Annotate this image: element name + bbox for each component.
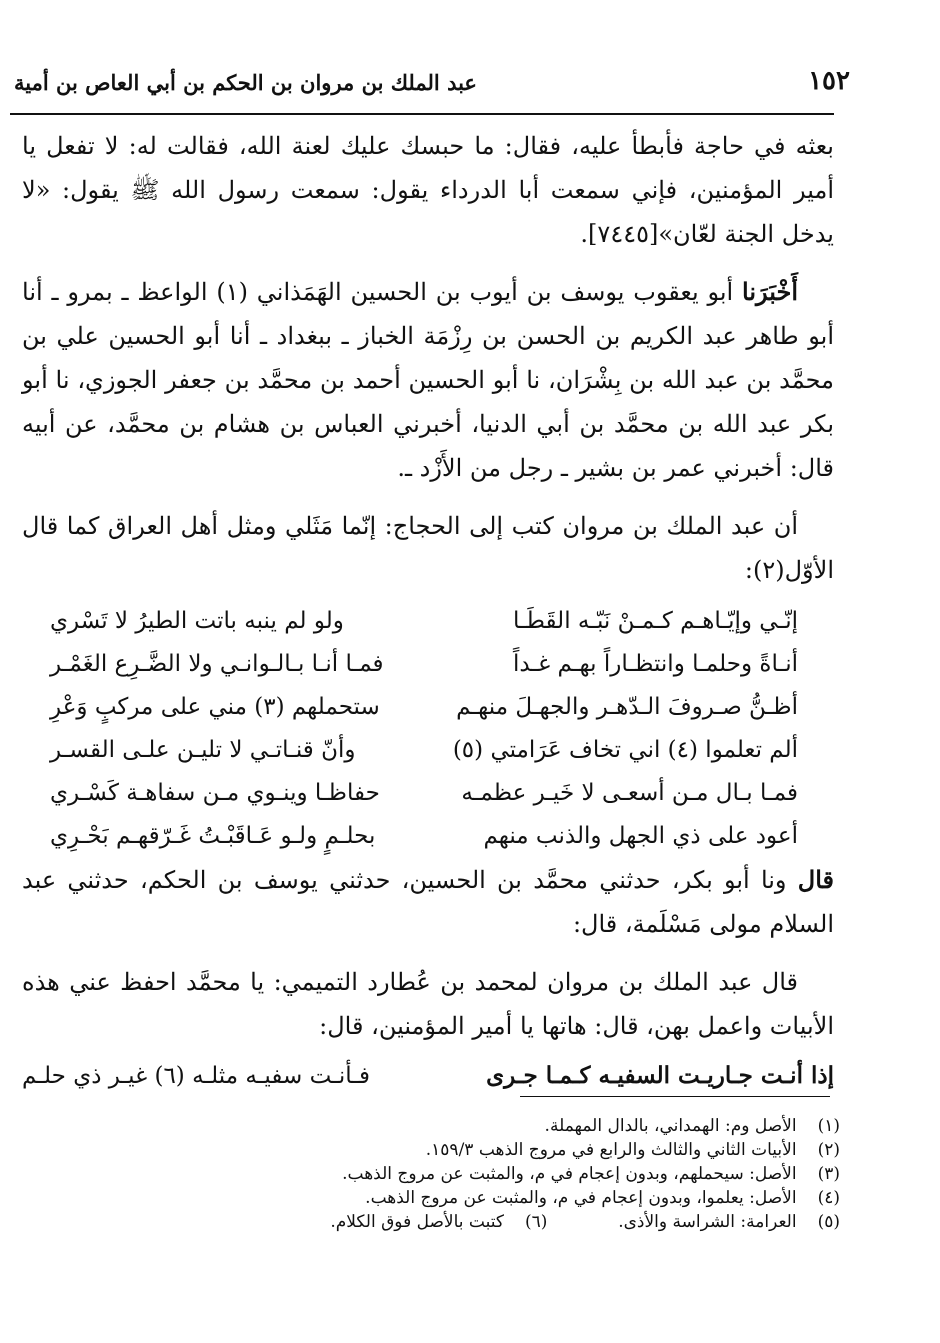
poem-hemistich-first: أعود على ذي الجهل والذنب منهم [483, 823, 798, 849]
poem-couplet [22, 772, 834, 815]
paragraph-4 [22, 858, 834, 946]
paragraph-4-lead: قال [797, 865, 834, 894]
footnote [80, 1162, 840, 1186]
final-hemistich-second: فـأنـت سفيـه مثلـه (٦) غيـر ذي حلـم [22, 1063, 371, 1089]
poem-hemistich-first: فمـا بـال مـن أسعـى لا خَيـر عظمـه [461, 780, 798, 806]
poem-couplet [22, 600, 834, 643]
footnote-text: الأبيات الثاني والثالث والرابع في مروج الذهب ١٥٩/٣. [425, 1140, 797, 1160]
paragraph-2-lead: أَخْبَرَنا [742, 277, 799, 306]
footnote-text: الأصل وم: الهمداني، بالدال المهملة. [544, 1116, 797, 1136]
paragraph-2-text: أبو يعقوب يوسف بن أيوب بن الحسين الهَمَذاني (١) الواعظ ـ بمرو ـ أنا أبو طاهر عبد الكريم بن الحسن بن رِزْمَة الخباز ـ ببغداد ـ أنا أبو الحسين علي بن محمَّد بن عبد الله بن بِشْرَان، نا أبو الحسين أحمد بن محمَّد بن جعفر الجوزي، نا أبو بكر عبد الله بن محمَّد بن أبي الدنيا، أخبرني العباس بن هشام بن محمَّد، عن أبيه قال: أخبرني عمر بن بشير ـ رجل من الأَزْد ـ. [22, 278, 834, 482]
poem-hemistich-second: ولو لم ينبه باتت الطيرُ لا تَسْري [50, 608, 344, 634]
final-hemistich-first: إذا أنـت جـاريـت السفيـه كـمـا جـرى [486, 1062, 834, 1089]
footnote-text: الأصل: سيحملهم، وبدون إعجام في م، والمثبت عن مروج الذهب. [342, 1164, 797, 1184]
poem-hemistich-second: فمـا أنـا بـالـوانـي ولا الضَّـرِع الغَمْـر [50, 651, 384, 677]
poem-hemistich-second: وأنّ قنـاتـي لا تليـن علـى القسـر [50, 737, 356, 763]
poem-couplet [22, 729, 834, 772]
poem-hemistich-second: حفاظـا وينـوي مـن سفاهـة كَسْـري [50, 780, 380, 806]
footnote [80, 1114, 840, 1138]
poem-hemistich-second: ستحملهم (٣) مني على مركبٍ وَعْرِ [50, 694, 380, 720]
final-couplet [22, 1054, 834, 1098]
poem-hemistich-first: أظـنُّ صـروفَ الـدّهـر والجهـلَ منهـم [456, 694, 798, 720]
footnote [80, 1186, 840, 1210]
paragraph-3 [22, 504, 834, 592]
poem-hemistich-first: ألم تعلموا (٤) اني تخاف عَرَامتي (٥) [452, 737, 798, 763]
poem-hemistich-first: أنـاةً وحلمـا وانتظـاراً بهـم غـداً [512, 651, 798, 677]
footnote [80, 1210, 840, 1234]
footnote-text: الأصل: يعلموا، وبدون إعجام في م، والمثبت عن مروج الذهب. [365, 1188, 797, 1208]
running-title: عبد الملك بن مروان بن الحكم بن أبي العاص بن أمية [14, 70, 477, 95]
footnote-number: (١) [817, 1116, 840, 1136]
paragraph-5-text: قال عبد الملك بن مروان لمحمد بن عُطارد التميمي: يا محمَّد احفظ عني هذه الأبيات واعمل بهن، قال: هاتها يا أمير المؤمنين، قال: [22, 968, 834, 1040]
paragraph-3-text: أن عبد الملك بن مروان كتب إلى الحجاج: إنّما مَثَلي ومثل أهل العراق كما قال الأوّل(٢): [22, 512, 834, 584]
footnotes [80, 1114, 840, 1234]
footnote-rule [520, 1096, 830, 1097]
paragraph-4-text: ونا أبو بكر، حدثني محمَّد بن الحسين، حدثني يوسف بن الحكم، حدثني عبد السلام مولى مَسْلَمة، قال: [22, 866, 834, 938]
footnote-text: العرامة: الشراسة والأذى. [618, 1212, 797, 1232]
poem-couplet [22, 686, 834, 729]
poem-couplet [22, 815, 834, 858]
footnote-number: (٥) [817, 1212, 840, 1232]
footnote-number: (٢) [817, 1140, 840, 1160]
page-header [0, 62, 940, 112]
footnote-text: كتبت بالأصل فوق الكلام. [330, 1212, 504, 1232]
footnote-number: (٣) [817, 1164, 840, 1184]
paragraph-5 [22, 960, 834, 1048]
paragraph-2 [22, 270, 834, 490]
paragraph-1: بعثه في حاجة فأبطأ عليه، فقال: ما حبسك عليك لعنة الله، فقالت له: لا تفعل يا أمير المؤمنين، فإني سمعت أبا الدرداء يقول: سمعت رسول الله ﷺ يقول: «لا يدخل الجنة لعّان»[٧٤٤٥]. [22, 132, 834, 248]
main-text [22, 124, 834, 1098]
poem-hemistich-first: إنّـي وإيّـاهـم كـمـنْ نَبّـه القَطَـا [512, 608, 798, 634]
poem-couplet [22, 643, 834, 686]
footnote-number: (٦) [524, 1212, 548, 1232]
footnote-number: (٤) [817, 1188, 840, 1208]
poem-hemistich-second: بحلـمٍ ولـو عَـاقَبْـتُ غَـرّقهـم بَحْـرِي [50, 823, 376, 849]
page-number: ١٥٢ [808, 66, 850, 96]
poem [22, 600, 834, 858]
footnote [80, 1138, 840, 1162]
header-rule [10, 113, 834, 115]
